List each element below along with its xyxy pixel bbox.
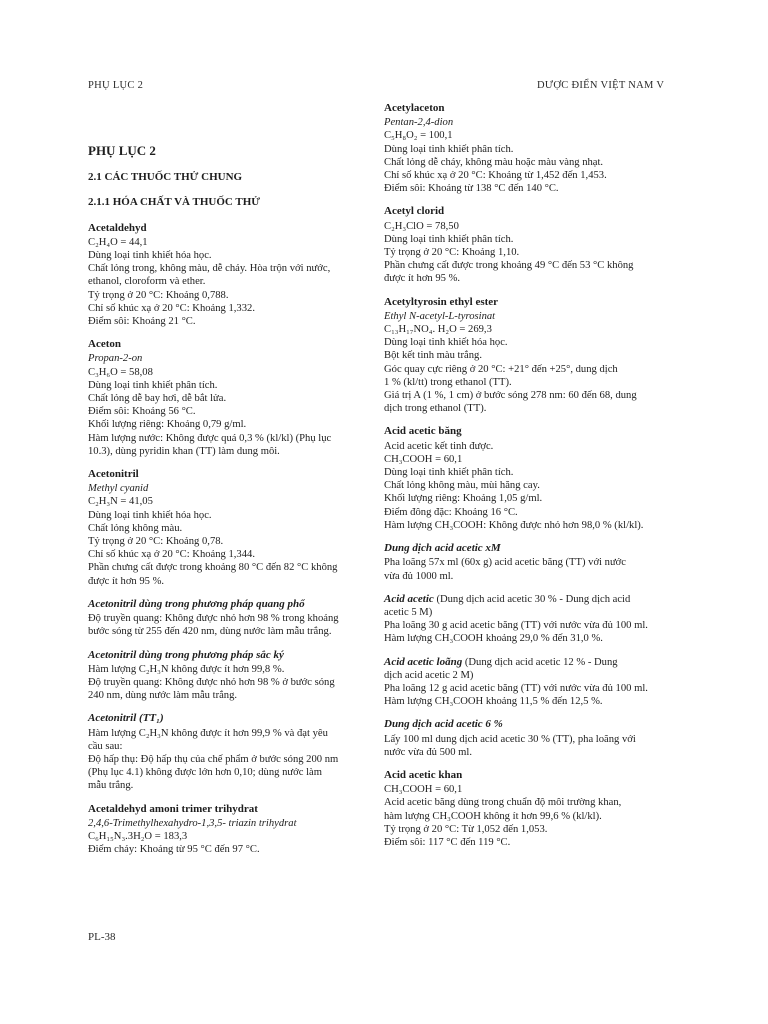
entry-acetonitril bbox=[88, 468, 393, 588]
left-column bbox=[88, 102, 393, 866]
entry-line: Hàm lượng CH₃COOH khoảng 11,5 % đến 12,5 %. bbox=[384, 696, 603, 708]
entry-line: dịch trong ethanol (TT). bbox=[384, 403, 487, 415]
entry-synonym: Methyl cyanid bbox=[88, 483, 149, 495]
entry-line: Tỷ trọng ở 20 °C: Khoảng 1,10. bbox=[384, 247, 520, 259]
entry-line: acetic 5 M) bbox=[384, 606, 433, 618]
entry-line: Tỷ trọng ở 20 °C: Khoảng 0,78. bbox=[88, 536, 224, 548]
entry-formula: CH₃COOH = 60,1 bbox=[384, 784, 463, 796]
entry-title-suffix: (Dung dịch acid acetic 30 % - Dung dịch acid bbox=[433, 593, 631, 605]
entry-acid-acetic-loang bbox=[384, 656, 696, 709]
entry-line: Phần chưng cất được trong khoảng 49 °C đến 53 °C không bbox=[384, 260, 634, 272]
entry-line: Độ truyền quang: Không được nhỏ hơn 98 % ở bước sóng bbox=[88, 676, 335, 688]
entry-line: Dùng loại tinh khiết hóa học. bbox=[88, 509, 212, 521]
entry-title: Aceton bbox=[88, 338, 121, 351]
entry-title: Acid acetic băng bbox=[384, 425, 462, 438]
entry-title-line bbox=[384, 593, 696, 606]
entry-line: Dùng loại tinh khiết phân tích. bbox=[88, 379, 218, 391]
entry-formula: C₆H₁₅N₃.3H₂O = 183,3 bbox=[88, 830, 188, 842]
entry-line: mẫu trắng. bbox=[88, 780, 134, 792]
entry-formula: C₃H₆O = 58,08 bbox=[88, 366, 153, 378]
entry-line: Tỷ trọng ở 20 °C: Khoảng 0,788. bbox=[88, 289, 229, 301]
entry-formula: CH₃COOH = 60,1 bbox=[384, 453, 463, 465]
entry-line: Hàm lượng C₂H₃N không được ít hơn 99,9 % và đạt yêu bbox=[88, 727, 328, 739]
entry-line: Điểm sôi: Khoảng 21 °C. bbox=[88, 316, 196, 328]
entry-line: Khối lượng riêng: Khoảng 1,05 g/ml. bbox=[384, 493, 543, 505]
entry-line: vừa đủ 1000 ml. bbox=[384, 570, 454, 582]
entry-acetaldehyd bbox=[88, 222, 393, 329]
entry-line: Chỉ số khúc xạ ở 20 °C: Khoảng 1,344. bbox=[88, 549, 255, 561]
entry-line: Dùng loại tinh khiết hóa học. bbox=[88, 250, 212, 262]
entry-title: Acetonitril dùng trong phương pháp quang phổ bbox=[88, 597, 305, 610]
entry-line: Hàm lượng CH₃COOH: Không được nhỏ hơn 98,0 % (kl/kl). bbox=[384, 519, 644, 531]
subsection-heading: 2.1.1 HÓA CHẤT VÀ THUỐC THỬ bbox=[88, 196, 261, 209]
entry-line: Chỉ số khúc xạ ở 20 °C: Khoảng từ 1,452 đến 1,453. bbox=[384, 170, 607, 182]
entry-title: Acetyl clorid bbox=[384, 205, 445, 218]
entry-line: Tỷ trọng ở 20 °C: Từ 1,052 đến 1,053. bbox=[384, 823, 548, 835]
entry-line: Giá trị A (1 %, 1 cm) ở bước sóng 278 nm: 60 đến 68, dung bbox=[384, 390, 637, 402]
entry-line: Hàm lượng C₂H₃N không được ít hơn 99,8 %. bbox=[88, 663, 285, 675]
entry-title-suffix: (Dung dịch acid acetic 12 % - Dung bbox=[462, 656, 618, 668]
entry-line: Điểm sôi: 117 °C đến 119 °C. bbox=[384, 836, 511, 848]
entry-formula: C₁₃H₁₇NO₄. H₂O = 269,3 bbox=[384, 324, 492, 336]
entry-line: Chất lỏng trong, không màu, dễ cháy. Hòa trộn với nước, bbox=[88, 263, 331, 275]
entry-acetonitril-chromatography bbox=[88, 649, 393, 703]
entry-formula: C₅H₈O₂ = 100,1 bbox=[384, 130, 453, 142]
entry-line: 1 % (kl/tt) trong ethanol (TT). bbox=[384, 376, 512, 388]
entry-line: Góc quay cực riêng ở 20 °C: +21° đến +25°, dung dịch bbox=[384, 363, 618, 375]
entry-title: Acetonitril dùng trong phương pháp sắc ký bbox=[88, 648, 284, 661]
entry-line: Điểm chảy: Khoảng từ 95 °C đến 97 °C. bbox=[88, 844, 260, 856]
entry-line: Chất lỏng dễ cháy, không màu hoặc màu vàng nhạt. bbox=[384, 156, 604, 168]
entry-synonym: Propan-2-on bbox=[88, 353, 143, 365]
entry-title: Acetonitril (TT₁) bbox=[88, 712, 164, 725]
entry-title: Dung dịch acid acetic xM bbox=[384, 542, 501, 555]
entry-acid-acetic-bang bbox=[384, 425, 696, 532]
entry-title: Acid acetic loãng bbox=[384, 655, 463, 668]
section-heading: 2.1 CÁC THUỐC THỬ CHUNG bbox=[88, 171, 243, 184]
entry-line: 240 nm, dùng nước làm mẫu trắng. bbox=[88, 690, 238, 702]
entry-line: bước sóng từ 255 đến 420 nm, dùng nước làm mẫu trắng. bbox=[88, 626, 332, 638]
entry-line: hàm lượng CH₃COOH không ít hơn 99,6 % (kl/kl). bbox=[384, 810, 602, 822]
entry-title: Acid acetic bbox=[384, 592, 434, 605]
entry-line: được ít hơn 95 %. bbox=[384, 273, 461, 285]
entry-line: Bột kết tinh màu trắng. bbox=[384, 350, 482, 362]
entry-line: Chất lỏng không màu. bbox=[88, 522, 183, 534]
entry-acetyltyrosin-ethyl-ester bbox=[384, 296, 696, 416]
entry-title: Acetylaceton bbox=[384, 102, 445, 114]
entry-title: Acetyltyrosin ethyl ester bbox=[384, 295, 499, 308]
entry-line: Dùng loại tinh khiết phân tích. bbox=[384, 143, 514, 155]
entry-line: cầu sau: bbox=[88, 740, 123, 752]
entry-line: dịch acid acetic 2 M) bbox=[384, 669, 474, 681]
entry-synonym: Ethyl N-acetyl-L-tyrosinat bbox=[384, 310, 496, 322]
entry-line: Dùng loại tinh khiết hóa học. bbox=[384, 337, 508, 349]
entry-title: Dung dịch acid acetic 6 % bbox=[384, 718, 503, 731]
page-number: PL-38 bbox=[88, 931, 116, 943]
appendix-title: PHỤ LỤC 2 bbox=[88, 143, 156, 158]
entry-synonym: 2,4,6-Trimethylhexahydro-1,3,5- triazin trihydrat bbox=[88, 817, 297, 829]
entry-line: Chất lỏng không màu, mùi hăng cay. bbox=[384, 480, 540, 492]
entry-line: Hàm lượng CH₃COOH khoảng 29,0 % đến 31,0 %. bbox=[384, 633, 603, 645]
entry-line: nước vừa đủ 500 ml. bbox=[384, 746, 472, 758]
entry-line: Phần chưng cất được trong khoảng 80 °C đến 82 °C không bbox=[88, 562, 338, 574]
entry-acid-acetic bbox=[384, 593, 696, 646]
entry-formula: C₂H₄O = 44,1 bbox=[88, 236, 148, 248]
entry-line: Lấy 100 ml dung dịch acid acetic 30 % (TT), pha loãng với bbox=[384, 733, 636, 745]
entry-acetyl-clorid bbox=[384, 205, 696, 285]
running-header-right: DƯỢC ĐIỂN VIỆT NAM V bbox=[537, 80, 665, 91]
running-header-left: PHỤ LỤC 2 bbox=[88, 80, 144, 91]
entry-formula: C₂H₃ClO = 78,50 bbox=[384, 220, 459, 232]
entry-line: Pha loãng 57x ml (60x g) acid acetic băng (TT) với nước bbox=[384, 557, 626, 569]
entry-line: 10.3), dùng pyridin khan (TT) làm dung môi. bbox=[88, 445, 280, 457]
entry-line: Khối lượng riêng: Khoảng 0,79 g/ml. bbox=[88, 419, 247, 431]
entry-line: Chất lỏng dễ bay hơi, dễ bắt lửa. bbox=[88, 393, 227, 405]
entry-title: Acetonitril bbox=[88, 468, 139, 481]
entry-acetonitril-tt1 bbox=[88, 712, 393, 792]
entry-title: Acid acetic khan bbox=[384, 768, 463, 781]
entry-line: Điểm đông đặc: Khoảng 16 °C. bbox=[384, 506, 518, 518]
entry-line: ethanol, cloroform và ether. bbox=[88, 276, 206, 288]
entry-line: Độ truyền quang: Không được nhỏ hơn 98 % trong khoảng bbox=[88, 613, 339, 625]
entry-dung-dich-acid-acetic-xm bbox=[384, 542, 696, 583]
entry-title: Acetaldehyd bbox=[88, 221, 147, 234]
entry-line: Pha loãng 12 g acid acetic băng (TT) với nước vừa đủ 100 ml. bbox=[384, 682, 648, 694]
entry-acetonitril-spectro bbox=[88, 598, 393, 639]
entry-line: Độ hấp thụ: Độ hấp thụ của chế phẩm ở bước sóng 200 nm bbox=[88, 753, 339, 765]
entry-line: được ít hơn 95 %. bbox=[88, 575, 165, 587]
right-column bbox=[384, 102, 696, 859]
entry-aceton bbox=[88, 338, 393, 458]
entry-synonym: Pentan-2,4-dion bbox=[384, 117, 454, 129]
entry-line: Dùng loại tinh khiết phân tích. bbox=[384, 233, 514, 245]
entry-formula: C₂H₃N = 41,05 bbox=[88, 496, 153, 508]
entry-line: Hàm lượng nước: Không được quá 0,3 % (kl/kl) (Phụ lục bbox=[88, 432, 332, 444]
entry-line: Điểm sôi: Khoảng từ 138 °C đến 140 °C. bbox=[384, 183, 559, 195]
entry-line: Acid acetic băng dùng trong chuẩn độ môi trường khan, bbox=[384, 797, 622, 809]
entry-line: Acid acetic kết tinh được. bbox=[384, 440, 494, 452]
entry-title-line bbox=[384, 656, 696, 669]
entry-acetaldehyd-amoni-trimer bbox=[88, 803, 393, 857]
entry-line: Pha loãng 30 g acid acetic băng (TT) với nước vừa đủ 100 ml. bbox=[384, 620, 648, 632]
entry-line: (Phụ lục 4.1) không được lớn hơn 0,10; dùng nước làm bbox=[88, 767, 322, 779]
entry-line: Chỉ số khúc xạ ở 20 °C: Khoảng 1,332. bbox=[88, 302, 255, 314]
entry-dung-dich-acid-acetic-6 bbox=[384, 718, 696, 759]
entry-line: Điểm sôi: Khoảng 56 °C. bbox=[88, 406, 196, 418]
entry-acid-acetic-khan bbox=[384, 769, 696, 849]
entry-line: Dùng loại tinh khiết phân tích. bbox=[384, 467, 514, 479]
entry-title: Acetaldehyd amoni trimer trihydrat bbox=[88, 802, 258, 815]
entry-acetylaceton bbox=[384, 102, 696, 195]
